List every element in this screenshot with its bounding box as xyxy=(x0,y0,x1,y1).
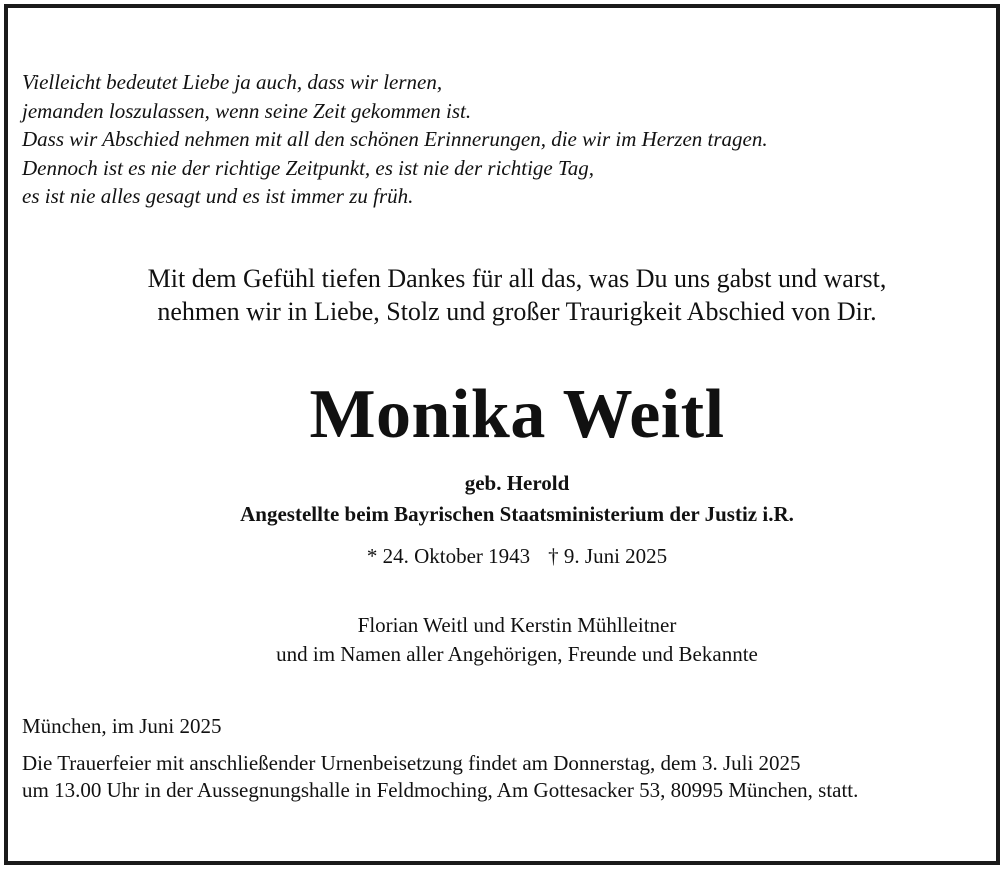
funeral-line: um 13.00 Uhr in der Aussegnungshalle in Feldmoching, Am Gottesacker 53, 80995 München, statt. xyxy=(22,778,859,802)
poem-line: es ist nie alles gesagt und es ist immer zu früh. xyxy=(22,184,414,208)
funeral-line: Die Trauerfeier mit anschließender Urnenbeisetzung findet am Donnerstag, dem 3. Juli 2025 xyxy=(22,751,801,775)
place-date: München, im Juni 2025 xyxy=(22,714,222,738)
poem-line: Vielleicht bedeutet Liebe ja auch, dass wir lernen, xyxy=(22,70,443,94)
birth-date: * 24. Oktober 1943 xyxy=(366,544,531,568)
death-date: † 9. Juni 2025 xyxy=(548,544,668,568)
intro-line: nehmen wir in Liebe, Stolz und großer Traurigkeit Abschied von Dir. xyxy=(157,297,877,326)
birth-name: geb. Herold xyxy=(464,471,570,495)
funeral-notice xyxy=(22,750,858,804)
mourners-line: und im Namen aller Angehörigen, Freunde und Bekannte xyxy=(276,642,758,666)
mourners-line: Florian Weitl und Kerstin Mühlleitner xyxy=(357,613,677,637)
deceased-name: Monika Weitl xyxy=(309,376,725,453)
farewell-intro xyxy=(0,262,1000,328)
occupation: Angestellte beim Bayrischen Staatsministerium der Justiz i.R. xyxy=(240,502,794,526)
life-dates xyxy=(0,542,1000,570)
poem-line: Dass wir Abschied nehmen mit all den schönen Erinnerungen, die wir im Herzen tragen. xyxy=(22,127,768,151)
mourners xyxy=(0,611,1000,669)
intro-line: Mit dem Gefühl tiefen Dankes für all das, was Du uns gabst und warst, xyxy=(147,264,887,293)
poem-line: Dennoch ist es nie der richtige Zeitpunkt, es ist nie der richtige Tag, xyxy=(22,155,594,180)
poem xyxy=(22,68,768,211)
poem-line: jemanden loszulassen, wenn seine Zeit gekommen ist. xyxy=(22,98,472,123)
